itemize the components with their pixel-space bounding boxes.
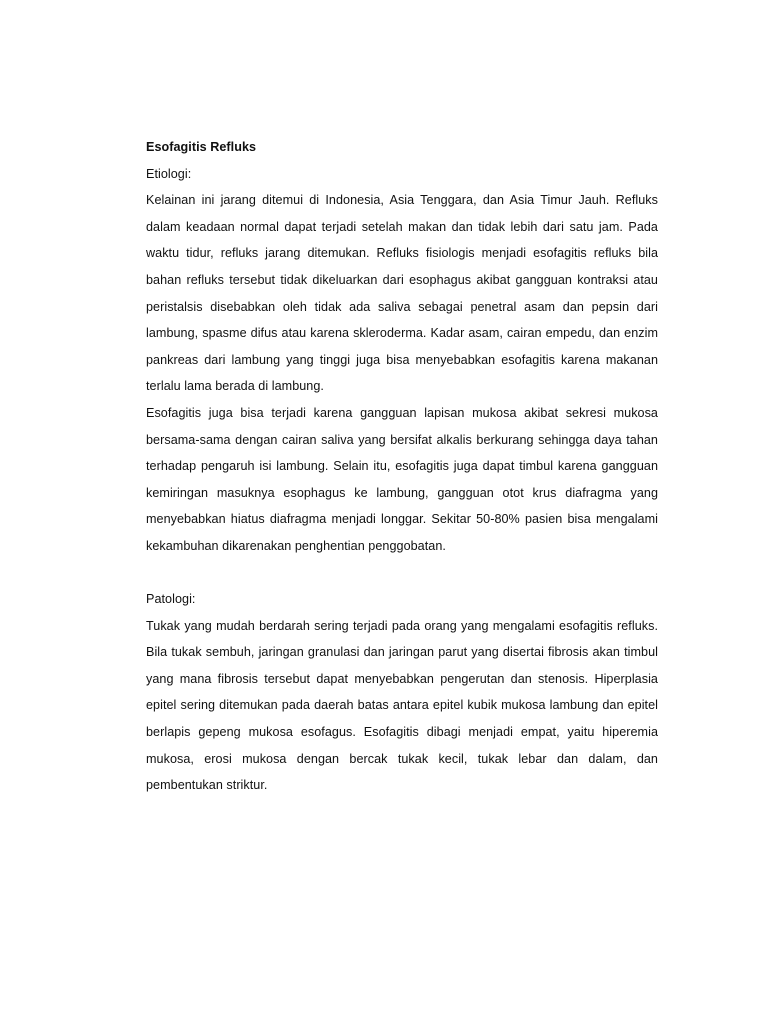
section-heading-etiologi: Etiologi:	[146, 166, 192, 181]
section-paragraph: Tukak yang mudah berdarah sering terjadi pada orang yang mengalami esofagitis refluks. Bila tukak sembuh, jaringan granulasi dan jaringan parut yang disertai fibrosis akan timbul yang mana fibrosis tersebut dapat menyebabkan pengerutan dan stenosis. Hiperplasia epitel sering ditemukan pada daerah batas antara epitel kubik mukosa lambung dan epitel berlapis gepeng mukosa esofagus. Esofagitis dibagi menjadi empat, yaitu hiperemia mukosa, erosi mukosa dengan bercak tukak kecil, tukak lebar dan dalam, dan pembentukan striktur.	[146, 618, 658, 793]
section-paragraph: Kelainan ini jarang ditemui di Indonesia, Asia Tenggara, dan Asia Timur Jauh. Refluks dalam keadaan normal dapat terjadi setelah makan dan tidak lebih dari satu jam. Pada waktu tidur, refluks jarang ditemukan. Refluks fisiologis menjadi esofagitis refluks bila bahan refluks tersebut tidak dikeluarkan dari esophagus akibat gangguan kontraksi atau peristalsis disebabkan oleh tidak ada saliva sebagai penetral asam dan pepsin dari lambung, spasme difus atau karena skleroderma. Kadar asam, cairan empedu, dan enzim pankreas dari lambung yang tinggi juga bisa menyebabkan esofagitis karena makanan terlalu lama berada di lambung.	[146, 193, 658, 394]
section-heading-patologi: Patologi:	[146, 592, 196, 607]
section-paragraph: Esofagitis juga bisa terjadi karena gangguan lapisan mukosa akibat sekresi mukosa bersama-sama dengan cairan saliva yang bersifat alkalis berkurang sehingga daya tahan terhadap pengaruh isi lambung. Selain itu, esofagitis juga dapat timbul karena gangguan kemiringan masuknya esophagus ke lambung, gangguan otot krus diafragma yang menyebabkan hiatus diafragma menjadi longgar. Sekitar 50-80% pasien bisa mengalami kekambuhan dikarenakan penghentian penggobatan.	[146, 405, 658, 553]
section-spacer	[146, 560, 658, 587]
document-title: Esofagitis Refluks	[146, 140, 257, 154]
document-content	[146, 134, 658, 799]
